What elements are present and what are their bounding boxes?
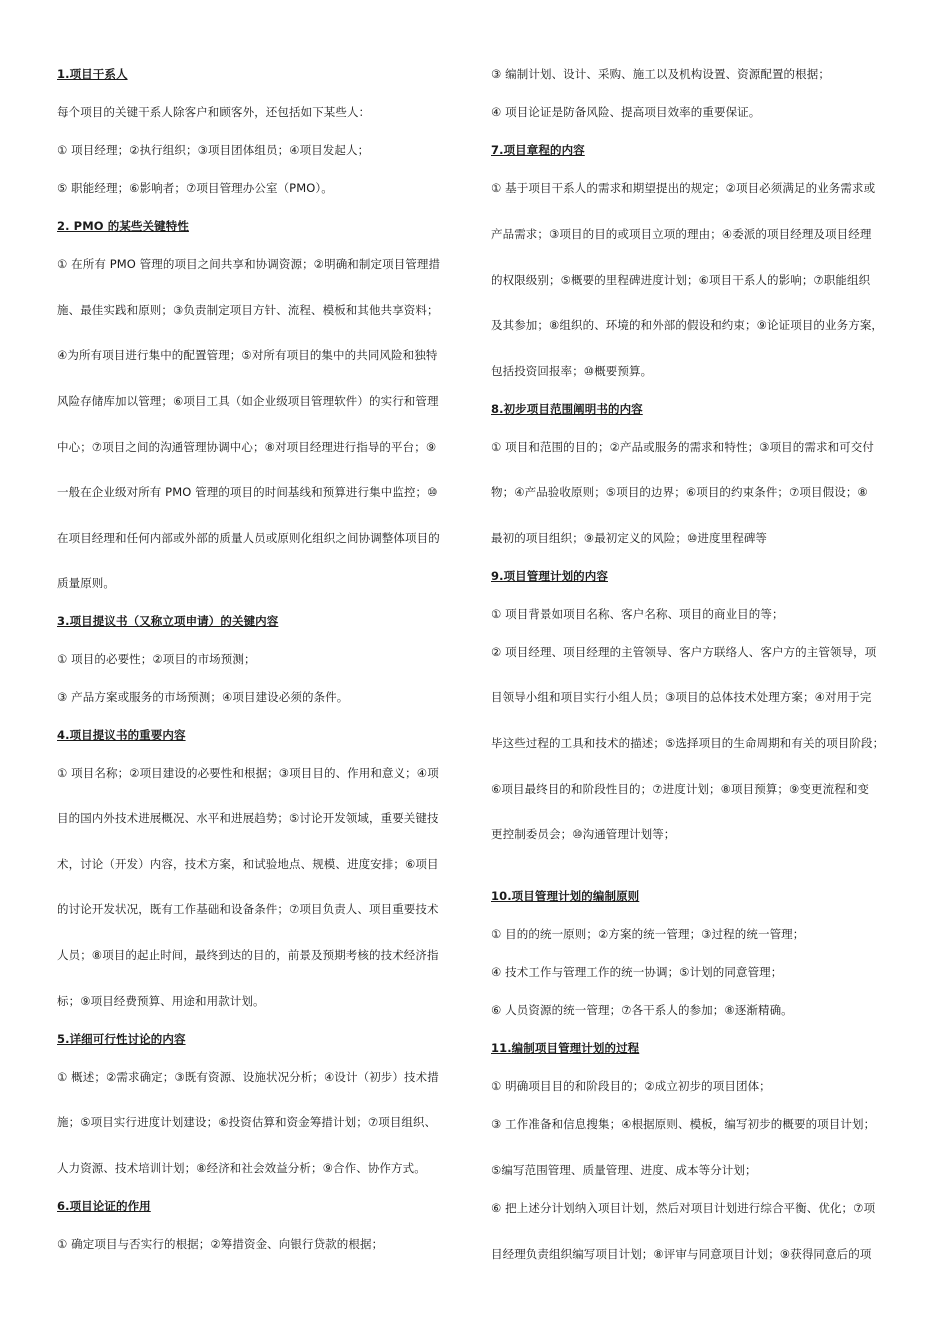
paragraph-line: ① 概述；②需求确定；③既有资源、设施状况分析；④设计（初步）技术措 — [57, 1070, 439, 1084]
paragraph-line: ① 项目背景如项目名称、客户名称、项目的商业目的等； — [491, 607, 784, 621]
paragraph-line: ④ 项目论证是防备风险、提高项目效率的重要保证。 — [491, 105, 761, 119]
paragraph-line: ⑤ 职能经理；⑥影响者；⑦项目管理办公室（PMO）。 — [57, 181, 333, 195]
paragraph-line: 毕这些过程的工具和技术的描述；⑤选择项目的生命周期和有关的项目阶段； — [491, 736, 885, 750]
paragraph-line: ⑥项目最终目的和阶段性目的；⑦进度计划；⑧项目预算；⑨变更流程和变 — [491, 782, 870, 796]
section-heading: 10.项目管理计划的编制原则 — [491, 889, 640, 903]
paragraph-line: 人力资源、技术培训计划；⑧经济和社会效益分析；⑨合作、协作方式。 — [57, 1161, 426, 1175]
paragraph-line: ① 项目的必要性；②项目的市场预测； — [57, 652, 256, 666]
paragraph-line: 风险存储库加以管理；⑥项目工具（如企业级项目管理软件）的实行和管理 — [57, 394, 439, 408]
paragraph-line: 产品需求；③项目的目的或项目立项的理由；④委派的项目经理及项目经理 — [491, 227, 872, 241]
paragraph-line: ① 明确项目目的和阶段目的；②成立初步的项目团体； — [491, 1079, 771, 1093]
paragraph-line: ① 确定项目与否实行的根据；②筹措资金、向银行贷款的根据； — [57, 1237, 384, 1251]
section-heading: 6.项目论证的作用 — [57, 1199, 151, 1213]
paragraph-line: 施；⑤项目实行进度计划建设；⑥投资估算和资金筹措计划；⑦项目组织、 — [57, 1115, 437, 1129]
paragraph-line: 目领导小组和项目实行小组人员；③项目的总体技术处理方案；④对用于完 — [491, 690, 872, 704]
paragraph-line: ⑥ 把上述分计划纳入项目计划，然后对项目计划进行综合平衡、优化；⑦项 — [491, 1201, 876, 1215]
paragraph-line: 在项目经理和任何内部或外部的质量人员或原则化组织之间协调整体项目的 — [57, 531, 440, 545]
paragraph-line: 施、最佳实践和原则；③负责制定项目方针、流程、模板和其他共享资料； — [57, 303, 439, 317]
paragraph-line: ④为所有项目进行集中的配置管理；⑤对所有项目的集中的共同风险和独特 — [57, 348, 438, 362]
section-heading: 1.项目干系人 — [57, 67, 128, 81]
paragraph-line: 目的国内外技术进展概况、水平和进展趋势；⑤讨论开发领域，重要关键技 — [57, 811, 439, 825]
paragraph-line: ① 在所有 PMO 管理的项目之间共享和协调资源；②明确和制定项目管理措 — [57, 257, 441, 271]
paragraph-line: ② 项目经理、项目经理的主管领导、客户方联络人、客户方的主管领导，项 — [491, 645, 877, 659]
section-heading: 3.项目提议书（又称立项申请）的关键内容 — [57, 614, 279, 628]
paragraph-line: ④ 技术工作与管理工作的统一协调；⑤计划的同意管理； — [491, 965, 783, 979]
section-heading: 11.编制项目管理计划的过程 — [491, 1041, 640, 1055]
paragraph-line: ⑤编写范围管理、质量管理、进度、成本等分计划； — [491, 1163, 757, 1177]
paragraph-line: 更控制委员会；⑩沟通管理计划等； — [491, 827, 676, 841]
paragraph-line: 术，讨论（开发）内容，技术方案，和试验地点、规模、进度安排；⑥项目 — [57, 857, 439, 871]
paragraph-line: ① 项目名称；②项目建设的必要性和根据；③项目目的、作用和意义；④项 — [57, 766, 439, 780]
paragraph-line: ③ 编制计划、设计、采购、施工以及机构设置、资源配置的根据； — [491, 67, 830, 81]
paragraph-line: ⑥ 人员资源的统一管理；⑦各干系人的参加；⑧逐渐精确。 — [491, 1003, 793, 1017]
paragraph-line: 的权限级别；⑤概要的里程碑进度计划；⑥项目干系人的影响；⑦职能组织 — [491, 273, 871, 287]
section-heading: 2. PMO 的某些关键特性 — [57, 219, 189, 233]
section-heading: 9.项目管理计划的内容 — [491, 569, 608, 583]
paragraph-line: 每个项目的关键干系人除客户和顾客外，还包括如下某些人： — [57, 105, 371, 119]
paragraph-line: ① 基于项目干系人的需求和期望提出的规定；②项目必须满足的业务需求或 — [491, 181, 876, 195]
section-heading: 5.详细可行性讨论的内容 — [57, 1032, 186, 1046]
paragraph-line: 质量原则。 — [57, 576, 115, 590]
paragraph-line: 包括投资回报率；⑩概要预算。 — [491, 364, 653, 378]
paragraph-line: 最初的项目组织；⑨最初定义的风险；⑩进度里程碑等 — [491, 531, 768, 545]
paragraph-line: 一般在企业级对所有 PMO 管理的项目的时间基线和预算进行集中监控；⑩ — [57, 485, 438, 499]
paragraph-line: 人员；⑧项目的起止时间，最终到达的目的，前景及预期考核的技术经济指 — [57, 948, 439, 962]
paragraph-line: 标；⑨项目经费预算、用途和用款计划。 — [57, 994, 265, 1008]
paragraph-line: ① 项目经理；②执行组织；③项目团体组员；④项目发起人； — [57, 143, 370, 157]
section-heading: 8.初步项目范围阐明书的内容 — [491, 402, 643, 416]
paragraph-line: ③ 工作准备和信息搜集；④根据原则、模板，编写初步的概要的项目计划； — [491, 1117, 876, 1131]
paragraph-line: ① 目的的统一原则；②方案的统一管理；③过程的统一管理； — [491, 927, 805, 941]
section-heading: 4.项目提议书的重要内容 — [57, 728, 186, 742]
paragraph-line: 目经理负责组织编写项目计划；⑧评审与同意项目计划；⑨获得同意后的项 — [491, 1247, 872, 1261]
paragraph-line: 物；④产品验收原则；⑤项目的边界；⑥项目的约束条件；⑦项目假设；⑧ — [491, 485, 868, 499]
paragraph-line: 中心；⑦项目之间的沟通管理协调中心；⑧对项目经理进行指导的平台；⑨ — [57, 440, 437, 454]
paragraph-line: ① 项目和范围的目的；②产品或服务的需求和特性；③项目的需求和可交付 — [491, 440, 874, 454]
paragraph-line: ③ 产品方案或服务的市场预测；④项目建设必须的条件。 — [57, 690, 349, 704]
paragraph-line: 的讨论开发状况，既有工作基础和设备条件；⑦项目负责人、项目重要技术 — [57, 902, 439, 916]
paragraph-line: 及其参加；⑧组织的、环境的和外部的假设和约束；⑨论证项目的业务方案， — [491, 318, 884, 332]
section-heading: 7.项目章程的内容 — [491, 143, 585, 157]
